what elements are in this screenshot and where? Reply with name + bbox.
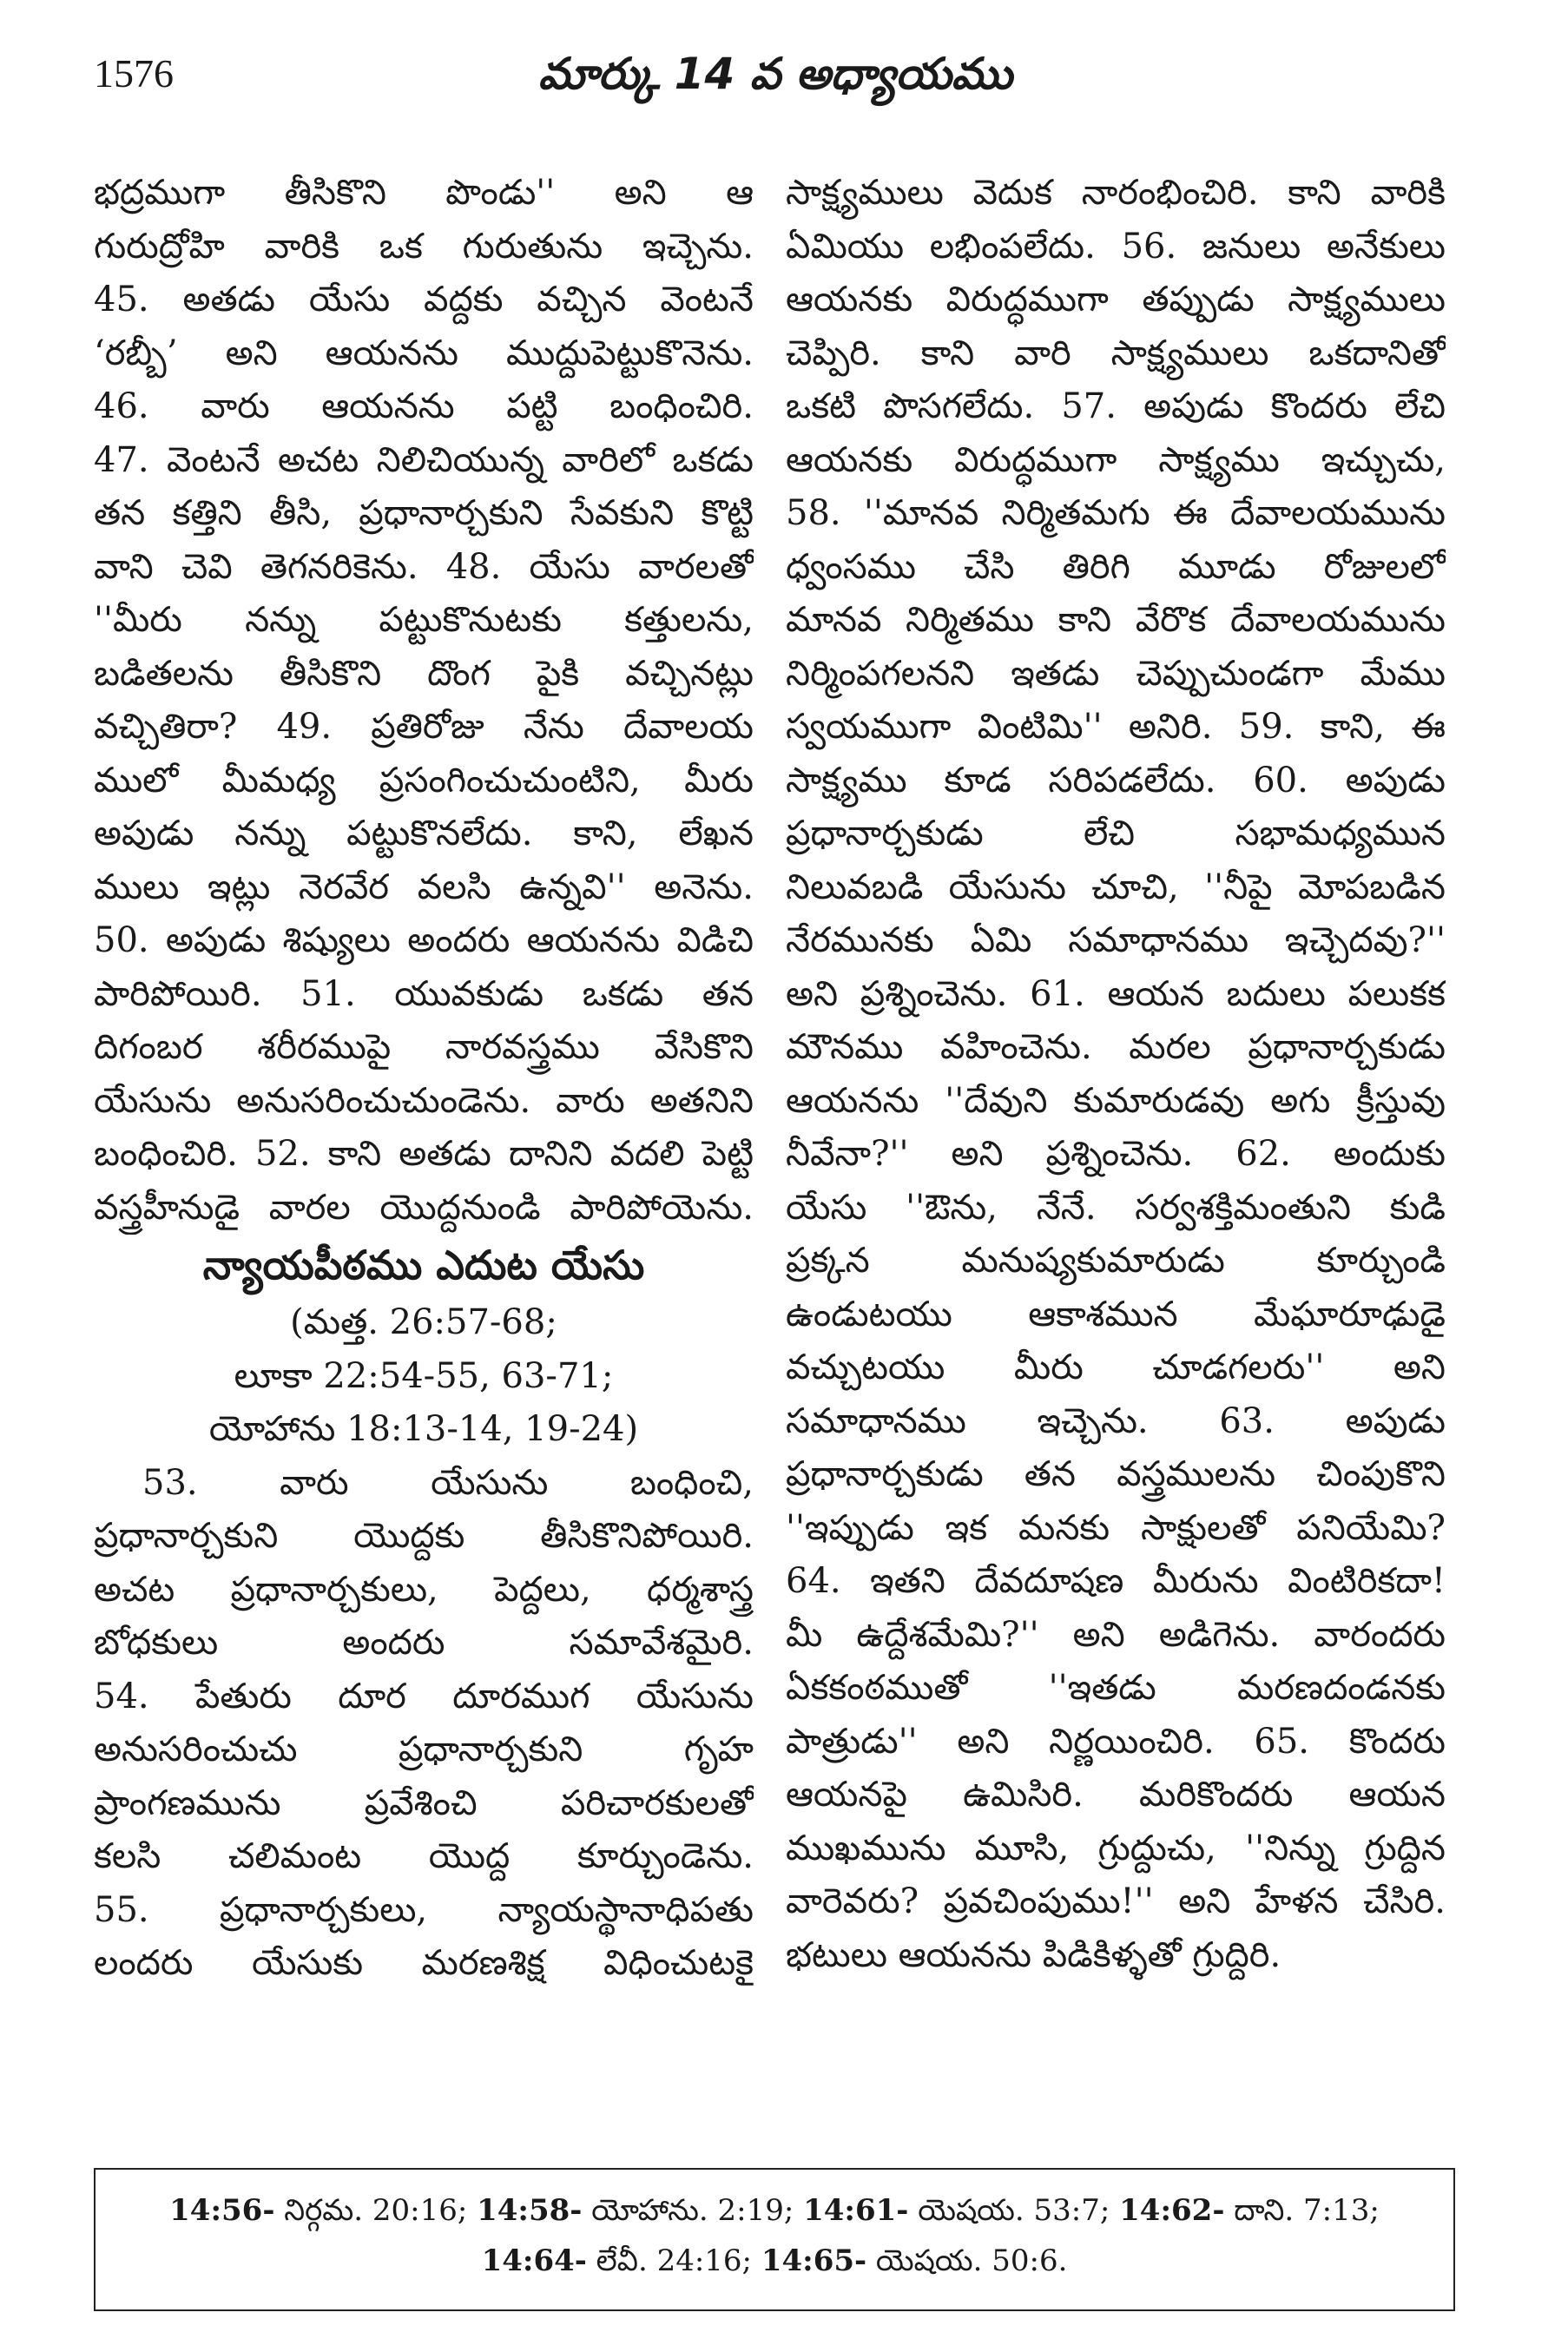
text-line: కలసి చలిమంట యొద్ద కూర్చుండెను. [94,1836,754,1876]
right-text [786,167,1446,1982]
text-line: వచ్చితిరా? 49. ప్రతిరోజు నేను దేవాలయ [94,707,754,747]
text-line: 64. ఇతని దేవదూషణ మీరును వింటిరికదా! [786,1561,1446,1601]
text-line: అనుసరించుచు ప్రధానార్చకుని గృహ [94,1729,754,1769]
footnote-ref: 14:58- [477,2193,583,2228]
text-line: ఏకకంఠముతో ''ఇతడు మరణదండనకు [786,1668,1446,1708]
text-line: అని ప్రశ్నించెను. 61. ఆయన బదులు పలుకక [786,973,1446,1014]
text-line: ''ఇప్పుడు ఇక మనకు సాక్షులతో పనియేమి? [786,1507,1446,1548]
text-line: ‘రబ్బీ’ అని ఆయనను ముద్దుపెట్టుకొనెను. [94,333,754,373]
text-line: అచట ప్రధానార్చకులు, పెద్దలు, ధర్మశాస్త్ర [94,1569,754,1610]
text-line: నిలువబడి యేసును చూచి, ''నీపై మోపబడిన [786,866,1446,907]
text-line: ఉండుటయు ఆకాశమున మేఘారూఢుడై [786,1294,1446,1334]
page-number: 1576 [94,51,174,96]
text-line: ములో మీమధ్య ప్రసంగించుచుంటిని, మీరు [94,760,754,800]
text-line: పాత్రుడు'' అని నిర్ణయించిరి. 65. కొందరు [786,1721,1446,1762]
section-heading: న్యాయపీఠము ఎదుట యేసు [202,1242,645,1288]
text-line: భద్రముగా తీసికొని పొండు'' అని ఆ [94,173,754,213]
footnote-line-1 [96,2185,1453,2236]
text-line: 54. పేతురు దూర దూరముగ యేసును [94,1676,754,1716]
text-line: ప్రధానార్చకుడు తన వస్త్రములను చింపుకొని [786,1454,1446,1494]
text-line: నీవేనా?'' అని ప్రశ్నించెను. 62. అందుకు [786,1134,1446,1174]
right-column [786,167,1446,2155]
text-line: ప్రధానార్చకుని యొద్దకు తీసికొనిపోయిరి. [94,1516,754,1556]
text-line: ఒకటి పొసగలేదు. 57. అపుడు కొందరు లేచి [786,386,1446,426]
text-line: ప్రాంగణమును ప్రవేశించి పరిచారకులతో [94,1782,754,1823]
footnote-text: యోహాను. 2:19; [582,2193,804,2228]
left-column [94,167,754,2155]
text-line: మీ ఉద్దేశమేమి?'' అని అడిగెను. వారందరు [786,1614,1446,1655]
text-line: ములు ఇట్లు నెరవేర వలసి ఉన్నవి'' అనెను. [94,866,754,907]
footnote-ref: 14:56- [169,2193,275,2228]
text-line: సమాధానము ఇచ్చెను. 63. అపుడు [786,1400,1446,1441]
text-line: బడితలను తీసికొని దొంగ పైకి వచ్చినట్లు [94,653,754,694]
text-line: ధ్వంసము చేసి తిరిగి మూడు రోజులలో [786,546,1446,587]
footnote-ref: 14:65- [761,2243,867,2278]
footnote-box [94,2168,1455,2311]
text-line: (మత్త. 26:57-68; [290,1302,557,1342]
text-line: ఆయనకు విరుద్ధముగా సాక్ష్యము ఇచ్చుచు, [786,439,1446,480]
left-text-after-heading [94,1457,754,1991]
footnote-text: లేవీ. 24:16; [586,2243,761,2278]
text-line: సాక్ష్యములు వెదుక నారంభించిరి. కాని వారికి [786,173,1446,213]
running-title: మార్కు 14 వ అధ్యాయము [537,49,1013,99]
text-line: దిగంబర శరీరముపై నారవస్త్రము వేసికొని [94,1027,754,1067]
text-line: లూకా 22:54-55, 63-71; [234,1355,614,1396]
text-line: 45. అతడు యేసు వద్దకు వచ్చిన వెంటనే [94,280,754,320]
text-line: యోహాను 18:13-14, 19-24) [208,1409,639,1449]
footnote-text: నిర్గమ. 20:16; [274,2193,478,2228]
text-line: వాని చెవి తెగనరికెను. 48. యేసు వారలతో [94,546,754,587]
footnote-ref: 14:64- [481,2243,587,2278]
text-line: అపుడు నన్ను పట్టుకొనలేదు. కాని, లేఖన [94,814,754,853]
footnote-ref: 14:62- [1119,2193,1225,2228]
text-line: వారెవరు? ప్రవచింపుము!'' అని హేళన చేసిరి. [786,1881,1446,1921]
text-line: లందరు యేసుకు మరణశిక్ష విధించుటకై [94,1943,754,1983]
text-line: మానవ నిర్మితము కాని వేరొక దేవాలయమును [786,600,1446,640]
text-line: మౌనము వహించెను. మరల ప్రధానార్చకుడు [786,1027,1446,1067]
text-line: 53. వారు యేసును బంధించి, [142,1462,754,1503]
footnote-text: దాని. 7:13; [1224,2193,1380,2228]
text-line: సాక్ష్యము కూడ సరిపడలేదు. 60. అపుడు [786,760,1446,800]
text-line: నిర్మింపగలనని ఇతడు చెప్పుచుండగా మేము [786,653,1446,694]
text-line: భటులు ఆయనను పిడికిళ్ళతో గ్రుద్దిరి. [786,1934,1281,1975]
text-line: యేసును అనుసరించుచుండెను. వారు అతనిని [94,1080,754,1121]
text-line: ప్రధానార్చకుడు లేచి సభామధ్యమున [786,814,1446,853]
text-line: తన కత్తిని తీసి, ప్రధానార్చకుని సేవకుని కొట్టి [94,493,754,533]
cross-references [94,1296,754,1457]
text-line: వచ్చుటయు మీరు చూడగలరు'' అని [786,1347,1446,1387]
page-header [94,45,1457,115]
text-line: 58. ''మానవ నిర్మితమగు ఈ దేవాలయమును [786,493,1446,533]
text-line: ఆయనకు విరుద్ధముగా తప్పుడు సాక్ష్యములు [786,280,1446,320]
text-line: నేరమునకు ఏమి సమాధానము ఇచ్చెదవు?'' [786,920,1446,960]
text-line: బంధించిరి. 52. కాని అతడు దానిని వదలి పెట్టి [94,1134,754,1174]
text-line: ప్రక్కన మనుష్యకుమారుడు కూర్చుండి [786,1241,1446,1281]
text-line: 50. అపుడు శిష్యులు అందరు ఆయనను విడిచి [94,920,754,960]
text-line: ఆయనపై ఉమిసిరి. మరికొందరు ఆయన [786,1775,1446,1815]
text-line: పారిపోయిరి. 51. యువకుడు ఒకడు తన [94,973,754,1014]
text-line: 46. వారు ఆయనను పట్టి బంధించిరి. [94,386,754,426]
text-line: ఏమియు లభింపలేదు. 56. జనులు అనేకులు [786,226,1446,267]
footnote-ref: 14:61- [803,2193,909,2228]
footnote-text: యెషయ. 50:6. [866,2243,1068,2278]
text-line: ముఖమును మూసి, గ్రుద్దుచు, ''నిన్ను గ్రుద్దిన [786,1828,1446,1868]
text-line: ''మీరు నన్ను పట్టుకొనుటకు కత్తులను, [94,600,754,640]
text-line: గురుద్రోహి వారికి ఒక గురుతును ఇచ్చెను. [94,226,754,267]
text-line: బోధకులు అందరు సమావేశమైరి. [94,1623,754,1663]
footnote-text: యెషయ. 53:7; [908,2193,1120,2228]
text-line: వస్త్రహీనుడై వారల యొద్దనుండి పారిపోయెను. [94,1187,754,1228]
text-line: ఆయనను ''దేవుని కుమారుడవు అగు క్రీస్తువు [786,1080,1446,1121]
footnote-line-2 [96,2236,1453,2286]
text-line: యేసు ''ఔను, నేనే. సర్వశక్తిమంతుని కుడి [786,1187,1446,1228]
text-line: స్వయముగా వింటిమి'' అనిరి. 59. కాని, ఈ [786,707,1446,747]
text-line: 47. వెంటనే అచట నిలిచియున్న వారిలో ఒకడు [94,439,754,480]
text-line: 55. ప్రధానార్చకులు, న్యాయస్థానాధిపతు [94,1889,754,1930]
text-line: చెప్పిరి. కాని వారి సాక్ష్యములు ఒకదానితో [786,333,1446,373]
left-text-before-heading [94,167,754,1235]
